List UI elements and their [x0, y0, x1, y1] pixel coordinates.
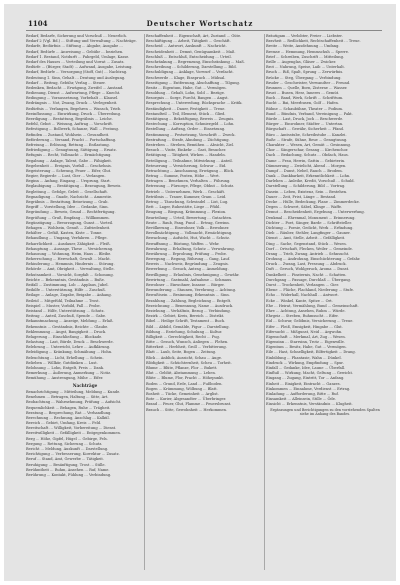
- dictionary-entry: Bewerbung ... Gesuch, Antrag ... Anmeldung.: [146, 267, 229, 272]
- dictionary-entry: Besuch ... Visite, Einkehr ... Gast, Besucher.: [146, 148, 227, 153]
- dictionary-entry: Behörde ... Amt, Obrigkeit ... Verwaltung, Stelle.: [26, 267, 115, 272]
- dictionary-entry: Belehrung ... Unterricht, Lehre ... Aufklärung.: [26, 345, 111, 350]
- dictionary-entry: Drohung ... Androhung, Einschüchterung ... Gefahr.: [266, 257, 361, 262]
- dictionary-entry: Blut ... Geblüt, Abstammung ... Leben.: [146, 371, 216, 376]
- page-number: 1104: [28, 19, 48, 28]
- dictionary-entry: Berühmtheit ... Ruhm, Ansehen ... Ruf, Name.: [26, 467, 110, 472]
- dictionary-entry: Beförderung ... Versand, Fracht ... Fortschaffung.: [26, 137, 117, 142]
- dictionary-entry: Bewahrung ... Erhaltung, Schutz ... Verwahrung.: [146, 246, 235, 251]
- dictionary-entry: Ebene ... Fläche, Flachland, Niederung ... Stufe.: [266, 288, 355, 293]
- dictionary-entry: Ding ... Sache, Gegenstand, Stück ... Wesen.: [266, 241, 347, 246]
- dictionary-entry: Buße ... Strafe, Sühne, Reue ... Genugtuung.: [266, 137, 348, 142]
- dictionary-entry: Bedarfe, Bedürfnis ... Stiftung ... Abgabe, Ausgabe ...: [26, 44, 123, 49]
- column-divider: [144, 34, 145, 570]
- dictionary-entry: Begeisterung ... Schwung, Feuer ... Eifer, Glut.: [26, 168, 112, 173]
- dictionary-entry: Beruhigung ... Besänftigung, Trost ... Stille.: [26, 462, 106, 467]
- dictionary-entry: Druck ... Zwang, Last, Pressung ... Abdruck.: [266, 262, 347, 267]
- dictionary-entry: Bewilligung ... Erlaubnis, Genehmigung ... Gewähr.: [146, 272, 240, 277]
- dictionary-entry: Bedingung ... Voraussetzung, Vorbehalt ... Klausel.: [26, 96, 119, 101]
- dictionary-entry: Beherrschung ... Herrschaft, Gewalt ... Macht.: [26, 257, 111, 262]
- section-heading: Nachträge: [72, 382, 98, 388]
- dictionary-entry: Befriedigung ... Genugtuung, Sättigung ... Ersatz.: [26, 148, 117, 153]
- dictionary-entry: Degen ... Schwert, Säbel, Klinge ... Waffe.: [266, 205, 343, 210]
- dictionary-entry: Beseitigung ... Entfernung, Abschaffung ... Tilgung.: [146, 80, 240, 85]
- dictionary-entry: Büro ... Amtsstube, Schreibstube ... Kanzlei.: [266, 132, 347, 137]
- dictionary-entry: Eindruck ... Wirkung, Empfindung ... Spur.: [266, 360, 344, 365]
- dictionary-entry: Bericht ... Meldung, Auskunft ... Darstellung.: [26, 447, 109, 452]
- dictionary-entry: Bergung ... Rettung, Sicherung ... Schutz.: [26, 441, 103, 446]
- dictionary-entry: Einbildung ... Phantasie, Wahn ... Dünkel.: [266, 355, 342, 360]
- dictionary-entry: Bremse ... Hemmung, Hemmschuh ... Sperre.: [266, 49, 350, 54]
- dictionary-entry: Bescheidenheit ... Demut, Genügsamkeit ... Maß.: [146, 49, 236, 54]
- dictionary-entry: Bedarf ... Beitrag, Gebühr, Verlag ... Steuer.: [26, 80, 106, 85]
- dictionary-entry: Beurteilung ... Urteil, Bewertung ... Gutachten.: [146, 215, 233, 220]
- dictionary-entry: Einladung ... Aufforderung, Bitte ... Ruf.: [266, 391, 339, 396]
- dictionary-entry: Beeinflussung ... Einwirkung, Druck ... Überredung.: [26, 111, 122, 116]
- dictionary-entry: Beugung ... Biegung, Krümmung ... Flexion.: [146, 210, 227, 215]
- dictionary-entry: Berg ... Höhe, Gipfel, Hügel ... Gebirge, Fels.: [26, 436, 108, 441]
- dictionary-entry: Beifall ... Zustimmung, Lob ... Applaus, Jubel.: [26, 283, 109, 287]
- dictionary-entry: Beginn ... Anfang, Eingang ... Ursprung, Start.: [26, 179, 111, 184]
- dictionary-entry: Bewegung ... Regung, Rührung ... Gang, Lauf.: [146, 257, 231, 262]
- dictionary-entry: Ehe ... Heirat, Vermählung, Bund ... Gemeinschaft.: [266, 303, 359, 308]
- dictionary-entry: Begleitung ... Gefolge, Geleit ... Gesellschaft.: [26, 189, 109, 194]
- dictionary-entry: Duft ... Geruch, Wohlgeruch, Aroma ... Dunst.: [266, 267, 350, 272]
- dictionary-entry: Bürgschaft ... Gewähr, Sicherheit ... Pfand.: [266, 127, 345, 132]
- dictionary-entry: Ecke ... Winkel, Kante, Spitze ... Ort.: [266, 298, 333, 303]
- dictionary-entry: Breite ... Weite, Ausdehnung ... Umfang.: [266, 44, 340, 49]
- dictionary-entry: Begünstigung ... Bevorzugung, Gunst ... Vorteil.: [26, 220, 114, 225]
- dictionary-entry: Begräbnis ... Bestattung, Beisetzung ... Grab.: [26, 200, 109, 204]
- dictionary-entry: Besoldung ... Gehalt, Lohn, Sold ... Bezüge.: [146, 91, 225, 96]
- dictionary-entry: Beispiel ... Muster, Vorbild, Fall ... Probe.: [26, 303, 101, 308]
- dictionary-entry: Belieben ... Willkür, Gutdünken ... Lust.: [26, 360, 98, 365]
- dictionary-entry: Denkmal ... Ehrenmal, Monument ... Erinnerung.: [266, 215, 356, 220]
- dictionary-entry: Ehre ... Achtung, Ansehen, Ruhm ... Würde.: [266, 308, 346, 313]
- dictionary-entry: Besitz ... Eigentum, Habe, Gut ... Vermögen.: [146, 85, 227, 90]
- dictionary-entry: Billigkeit ... Gerechtigkeit, Recht ... Fug.: [146, 334, 220, 339]
- dictionary-entry: Einfluß ... Wirkung, Macht, Geltung ... Gewicht.: [266, 371, 354, 376]
- document-page: [4, 4, 396, 581]
- dictionary-entry: Beobachtung ... Wahrnehmung, Prüfung ... Aufsicht.: [26, 400, 122, 405]
- dictionary-entry: Begriff ... Vorstellung, Idee ... Gedanke, Sinn.: [26, 205, 109, 210]
- dictionary-entry: Bedarf, Bedarfe, Sicherung und Vorschuß ... Neuerlich.: [26, 34, 127, 38]
- dictionary-entry: Benehmen ... Betragen, Haltung ... Sitte, Art.: [26, 395, 109, 400]
- dictionary-entry: Bedarf, Bedürfe ... Anweisung ... Gebühr ... beziehen.: [26, 49, 124, 54]
- dictionary-entry: Bogen ... Krümmung, Wölbung ... Blatt.: [146, 386, 218, 391]
- dictionary-entry: Besorgnis ... Sorge, Furcht, Bangen ... Angst.: [146, 96, 229, 101]
- dictionary-entry: Dorf ... Ortschaft, Flecken, Weiler ... Gemeinde.: [266, 246, 353, 251]
- dictionary-entry: Befugnis ... Recht, Vollmacht ... Ermächtigung.: [26, 153, 112, 158]
- header-rule: [26, 30, 382, 31]
- dictionary-entry: Bestätigung ... Bekräftigung, Beweis ... Zeugnis.: [146, 117, 235, 121]
- dictionary-entry: Bitte ... Gesuch, Wunsch, Anliegen ... Flehen.: [146, 340, 229, 345]
- dictionary-entry: Beihilfe ... Unterstützung, Hilfe ... Zuschuß.: [26, 288, 106, 293]
- dictionary-entry: Bekanntmachung ... Anzeige, Meldung ... Erlaß.: [26, 319, 114, 324]
- dictionary-entry: Dieb ... Räuber, Stehler, Langfinger ... Gauner.: [266, 231, 351, 236]
- dictionary-entry: Bereitwilligkeit ... Gefälligkeit ... Entgegenkommen.: [26, 431, 121, 436]
- dictionary-entry: Behälter ... Gefäß, Kasten, Kiste ... Tonne.: [26, 231, 103, 236]
- dictionary-entry: Dasein ... Leben, Existenz, Sein ... Bestehen.: [266, 189, 348, 194]
- dictionary-entry: Bequemlichkeit ... Behagen, Ruhe ... Trägheit.: [26, 405, 111, 410]
- dictionary-entry: Brille ... Augenglas, Gläser ... Zwicker.: [266, 59, 337, 64]
- dictionary-entry: Demut ... Bescheidenheit, Ergebung ... Unterwerfung.: [266, 210, 365, 215]
- dictionary-entry: Befestigung ... Bollwerk, Schanze, Wall ... Festung.: [26, 127, 119, 132]
- dictionary-entry: Bruder ... Geschwister, Verwandter ... Freund.: [266, 80, 351, 85]
- dictionary-entry: Behagen ... Wohlsein, Genuß ... Zufriedenheit.: [26, 225, 111, 230]
- dictionary-entry: Bedürfe ... (Bürger, Stadt) ... Aufwand, Ausgabe, Leistung.: [26, 65, 133, 70]
- dictionary-entry: Belastung ... Last, Bürde, Druck ... Beschwerde.: [26, 340, 114, 345]
- dictionary-entry: Berührung ... Kontakt, Fühlung ... Verbindung.: [26, 472, 112, 477]
- dictionary-entry: Echo ... Widerhall, Nachhall ... Antwort.: [266, 293, 339, 298]
- column-1-tail-entries: [26, 390, 144, 478]
- dictionary-entry: Buch ... Band, Werk, Schrift ... Schrifttum.: [266, 96, 344, 101]
- dictionary-entry: Berichtigung ... Verbesserung, Korrektur ... Zusatz.: [26, 452, 120, 457]
- dictionary-entry: Bühne ... Schaubühne, Theater ... Podium.: [266, 106, 344, 111]
- dictionary-entry: Darstellung ... Schilderung, Bild ... Vortrag.: [266, 184, 346, 189]
- dictionary-entry: Bezahlung ... Zahlung, Begleichung ... Entgelt.: [146, 298, 232, 303]
- dictionary-entry: Beteuerung ... Versicherung, Schwur ... Eid.: [146, 163, 227, 168]
- dictionary-entry: Bezeichnung ... Benennung, Name ... Ausdruck.: [146, 303, 234, 308]
- dictionary-entry: Bestreben ... Streben, Bemühen ... Absicht, Ziel.: [146, 142, 235, 147]
- dictionary-entry: Dichter ... Poet, Sänger, Barde ... Schriftsteller.: [266, 220, 352, 225]
- dictionary-entry: Blödigkeit ... Schüchternheit, Scheu ... Torheit.: [146, 360, 232, 365]
- dictionary-entry: Behausung ... Wohnung, Heim, Haus ... Bleibe.: [26, 251, 112, 256]
- dictionary-entry: Befreiung ... Erlösung, Rettung ... Entlastung.: [26, 142, 110, 147]
- dictionary-entry: Beziehung ... Verhältnis, Bezug ... Verbindung.: [146, 308, 231, 313]
- dictionary-entry: Bosheit ... Tücke, Gemeinheit ... Arglist.: [146, 391, 219, 396]
- dictionary-entry: Bedürfnis ... Verlangen, Begehren ... Wunsch, Trieb.: [26, 106, 122, 111]
- dictionary-entry: Belagerung ... Einschließung ... Blockade.: [26, 334, 103, 339]
- dictionary-entry: Beschwerde ... Klage, Einspruch ... Mühsal.: [146, 75, 226, 80]
- dictionary-entry: Brust ... Busen, Herz, Inneres ... Gemüt.: [266, 91, 340, 96]
- dictionary-entry: Eigenschaft ... Merkmal, Art, Zug ... Wesen.: [266, 334, 346, 339]
- dictionary-entry: Beilage ... Anlage, Zugabe, Beigabe ... Anhang.: [26, 293, 112, 298]
- column-3-entries: [266, 34, 384, 407]
- dictionary-entry: Chor ... Sängerschar, Gesang ... Kirchenchor.: [266, 148, 349, 153]
- dictionary-entry: Bürde ... Last, Druck, Joch ... Beschwerde.: [266, 117, 344, 121]
- dictionary-entry: Betätigung ... Tätigkeit, Wirken ... Handeln.: [146, 153, 226, 158]
- dictionary-entry: Betrübnis ... Trauer, Kummer, Gram ... Leid.: [146, 194, 227, 199]
- dictionary-entry: Betragen ... Benehmen, Verhalten ... Führung.: [146, 179, 231, 184]
- dictionary-entry: Beileid ... Mitgefühl, Teilnahme ... Trost.: [26, 298, 100, 303]
- dictionary-entry: Dame ... Frau, Herrin, Gattin ... Gebieterin.: [266, 158, 346, 163]
- dictionary-entry: Bestandteil ... Teil, Element, Stück ... Glied.: [146, 111, 226, 116]
- running-title: Deutscher Wortschatz: [146, 19, 254, 28]
- dictionary-entry: Dauer ... Zeit, Frist, Länge ... Bestand.: [266, 194, 337, 199]
- dictionary-entry: Betrachtung ... Anschauung, Erwägung ... Blick.: [146, 168, 235, 173]
- dictionary-entry: Beute ... Raub, Fang, Fund ... Ertrag, Gewinn.: [146, 220, 230, 225]
- dictionary-entry: Eifer ... Fleiß, Emsigkeit, Hingabe ... Glut.: [266, 324, 343, 329]
- column-divider: [264, 34, 265, 570]
- dictionary-entry: Bewirtung ... Gastmahl, Aufnahme ... Schmaus.: [146, 277, 233, 282]
- dictionary-entry: Betrieb ... Unternehmen, Werk ... Geschäft.: [146, 189, 226, 194]
- column-1-entries: [26, 34, 144, 381]
- dictionary-entry: Bedeutung 1. Sinn, Gehalt ... Deutung und Auslegung.: [26, 75, 126, 80]
- dictionary-entry: Beklemmung ... Angst, Bangigkeit ... Druck.: [26, 329, 107, 334]
- dictionary-entry: Berechnung ... Rechnung, Anschlag ... Kalkül.: [26, 415, 110, 420]
- dictionary-entry: Bemühung ... Anstrengung, Mühe ... Eifer.: [26, 376, 104, 381]
- dictionary-entry: Bereich ... Gebiet, Umfang, Kreis ... Feld.: [26, 421, 102, 426]
- dictionary-entry: Bedarf 1. Bestand, Notdurft ... Fahrgeld, Umlage, Kasse.: [26, 54, 130, 59]
- dictionary-entry: Brot ... Nahrung, Speise, Laib ... Unterhalt.: [266, 65, 346, 70]
- dictionary-entry: Boden ... Grund, Erde, Land ... Fußboden.: [146, 381, 223, 386]
- dictionary-entry: Betrug ... Täuschung, Schwindel ... List, Lug.: [146, 200, 229, 204]
- dictionary-entry: Blüte ... Blume, Flor, Pracht ... Höhepunkt.: [146, 376, 224, 381]
- dictionary-entry: Bedrängnis ... Not, Zwang, Druck ... Verlegenheit.: [26, 101, 118, 106]
- dictionary-entry: Begier, Begierde ... Lust, Gier ... Verlangen.: [26, 174, 106, 179]
- dictionary-entry: Bewohner ... Einwohner, Insasse ... Bürger.: [146, 283, 225, 287]
- dictionary-entry: Betrag ... Summe, Posten, Höhe ... Wert.: [146, 174, 220, 179]
- dictionary-entry: Bedenken, Bedacht ... Erwägung, Zweifel ... Anstand.: [26, 85, 124, 90]
- dictionary-entry: Eigensinn ... Starrsinn, Trotz ... Eigenwille.: [266, 340, 345, 345]
- dictionary-entry: Beschuldigung ... Anklage, Vorwurf ... Verdacht.: [146, 70, 234, 75]
- text-column-3: [266, 34, 384, 574]
- dictionary-entry: Bitterkeit ... Herbheit, Groll ... Verbitterung.: [146, 345, 227, 350]
- dictionary-entry: Bescheid ... Antwort, Auskunft ... Nachricht.: [146, 44, 227, 49]
- dictionary-entry: Einfall ... Gedanke, Idee, Laune ... Überfall.: [266, 366, 346, 370]
- dictionary-entry: Begabung ... Anlage, Talent, Gabe ... Fähigkeit.: [26, 158, 112, 163]
- dictionary-entry: Bestimmung ... Festsetzung, Vorschrift ... Zweck.: [146, 132, 236, 137]
- dictionary-entry: Bravheit ... Redlichkeit, Rechtschaffenheit ... Treue.: [266, 39, 361, 44]
- dictionary-entry: Bruch ... Riß, Spalt, Sprung ... Zerwürfnis.: [266, 70, 344, 75]
- dictionary-entry: Bett ... Lager, Ruhestätte, Liege ... Pfühl.: [146, 205, 221, 210]
- dictionary-entry: Eifersucht ... Mißgunst, Neid ... Argwohn.: [266, 329, 343, 334]
- dictionary-entry: Beitrag ... Anteil, Zuschuß, Spende ... Gabe.: [26, 314, 107, 319]
- dictionary-entry: Beweis ... Nachweis, Begründung ... Zeugnis.: [146, 262, 229, 267]
- dictionary-entry: Durst ... Trockenheit, Verlangen ... Gier.: [266, 283, 339, 287]
- dictionary-entry: Blatt ... Laub, Seite, Bogen ... Zeitung.: [146, 350, 217, 355]
- dictionary-entry: Bildung ... Erziehung, Schulung ... Kultur.: [146, 329, 223, 334]
- dictionary-entry: Darlehen ... Anleihe, Kredit, Vorschuß ... Schuld.: [266, 179, 355, 184]
- dictionary-entry: Bewunderung ... Staunen, Verehrung ... Achtung.: [146, 288, 237, 293]
- dictionary-entry: Beglaubigung ... Bestätigung ... Bezeugung, Beweis.: [26, 184, 122, 189]
- dictionary-entry: Brand ... Feuer, Glut, Flamme ... Feuersbrunst.: [146, 402, 232, 407]
- dictionary-entry: Einheit ... Einigkeit, Eintracht ... Ganzes.: [266, 381, 341, 386]
- dictionary-entry: Beschluß ... Entschluß, Entscheidung ... Urteil.: [146, 54, 232, 59]
- dictionary-entry: Befehl, Gebot ... Weisung, Auftrag ... Vorschrift.: [26, 122, 113, 127]
- text-column-2: [146, 34, 264, 574]
- dictionary-entry: Begrüßung ... Gruß, Empfang ... Willkommen.: [26, 215, 110, 220]
- dictionary-entry: Bewaffnung ... Rüstung, Waffen ... Wehr.: [146, 241, 220, 246]
- dictionary-entry: Brunnen ... Quelle, Born, Zisterne ... Wasser.: [266, 85, 348, 90]
- dictionary-entry: Dampf ... Dunst, Nebel, Rauch ... Brodem.: [266, 168, 343, 173]
- dictionary-entry: Dienst ... Amt, Stelle, Arbeit ... Gefälligkeit.: [266, 236, 346, 241]
- dictionary-entry: Benachrichtigung ... Mitteilung, Meldung ... Kunde.: [26, 389, 121, 394]
- dictionary-entry: Eigentum ... Besitz, Habe, Gut ... Vermögen.: [266, 345, 347, 350]
- dictionary-entry: Brauch ... Sitte, Gewohnheit ... Herkommen.: [146, 407, 228, 412]
- dictionary-entry: Blume ... Blüte, Pflanze, Flor ... Bukett.: [146, 366, 218, 370]
- dictionary-entry: Bucht ... Bai, Meerbusen, Golf ... Hafen.: [266, 101, 339, 106]
- dictionary-entry: Bote ... Kurier, Abgesandter ... Überbringer.: [146, 397, 227, 402]
- dictionary-entry: Blick ... Anblick, Aussicht, Schau ... Auge.: [146, 355, 223, 360]
- dictionary-entry: Bild ... Abbild, Gemälde, Figur ... Darstellung.: [146, 324, 230, 329]
- dictionary-entry: Beständigkeit ... Dauer, Festigkeit ... Treue.: [146, 106, 226, 111]
- dictionary-entry: Bewährung ... Erprobung, Prüfung ... Probe.: [146, 251, 227, 256]
- dictionary-entry: Bestellung ... Auftrag, Order ... Einsetzung.: [146, 127, 226, 132]
- footer-note: Ergänzungen und Berichtigungen zu den vorstehenden Spalten siehe im Anhang des Bandes.: [270, 407, 380, 417]
- dictionary-entry: Begebenheit ... Ereignis, Vorfall ... Geschehnis.: [26, 163, 112, 168]
- dictionary-entry: Beharrlichkeit ... Ausdauer, Zähigkeit ... Fleiß.: [26, 241, 111, 246]
- dictionary-entry: Charakter ... Wesen, Art, Gemüt ... Gesinnung.: [266, 142, 351, 147]
- dictionary-entry: Bestechung ... Korruption, Schmiergeld ... Lohn.: [146, 122, 235, 127]
- dictionary-entry: Durchgang ... Passage, Durchlaß ... Übergang.: [266, 277, 351, 282]
- dictionary-entry: Bedarf 2 (Vgl. Bd.) ... Stiftung und Verwaltung ... Nachträge.: [26, 39, 137, 44]
- dictionary-entry: Eingang ... Zugang, Eintritt, Tor ... Anfang.: [266, 376, 345, 381]
- dictionary-entry: Beschäftigung ... Arbeit, Tätigkeit ... Geschäft.: [146, 39, 231, 44]
- column-2-entries: [146, 34, 264, 412]
- dictionary-entry: Bibel ... Heilige Schrift, Testament ... Buch.: [146, 319, 226, 324]
- dictionary-entry: Beruf ... Stand, Amt, Gewerbe ... Tätigkeit.: [26, 457, 104, 462]
- dictionary-entry: Bevollmächtigung ... Vollmacht, Ermächtigung.: [146, 231, 233, 236]
- dictionary-entry: Beleuchtung ... Licht, Erhellung ... Schein.: [26, 355, 104, 360]
- dictionary-entry: Behinderung ... Hemmnis, Hindernis ... Störung.: [26, 262, 115, 267]
- dictionary-entry: Beratung ... Besprechung, Rat ... Verhandlung.: [26, 410, 112, 415]
- dictionary-entry: Begnadigung ... Gnade, Nachsicht ... Amnestie.: [26, 194, 113, 199]
- dictionary-entry: Dunkelheit ... Finsternis, Nacht ... Schatten.: [266, 272, 347, 277]
- dictionary-entry: Befinden ... Zustand, Wohlsein ... Gesundheit.: [26, 132, 110, 137]
- dictionary-entry: Behutsamkeit ... Vorsicht, Sorgfalt ... Schonung.: [26, 272, 114, 277]
- dictionary-entry: Beleidigung ... Kränkung, Schmähung ... Hohn.: [26, 350, 113, 355]
- dictionary-entry: Decke ... Hülle, Bedeckung, Plane ... Zimmerdecke.: [266, 200, 360, 204]
- dictionary-entry: Dach ... Bedachung, Schutz ... Obdach, Haus.: [266, 153, 349, 158]
- dictionary-entry: Brücke ... Steg, Übergang ... Verbindung.: [266, 75, 342, 80]
- dictionary-entry: Beerdigung ... Bestattung, Begräbnis ... Leiche.: [26, 117, 113, 121]
- dictionary-entry: Bevölkerung ... Einwohner, Volk ... Bewohner.: [146, 225, 230, 230]
- dictionary-entry: Bemerkung ... Äußerung, Anmerkung ... Notiz.: [26, 371, 112, 376]
- dictionary-entry: Bund ... Bündnis, Verband, Vereinigung ... Pakt.: [266, 111, 353, 116]
- dictionary-entry: Eid ... Schwur, Gelöbnis, Versicherung ... Treue.: [266, 319, 354, 324]
- page-header: [4, 4, 396, 34]
- dictionary-entry: Dank ... Dankbarkeit, Erkenntlichkeit ... Lohn.: [266, 174, 351, 179]
- dictionary-entry: Bereitschaft ... Willigkeit, Vorbereitung ... Dienst.: [26, 426, 117, 431]
- dictionary-entry: Betreuung ... Fürsorge, Pflege, Obhut ... Schutz.: [146, 184, 235, 189]
- dictionary-entry: Dämmerung ... Zwielicht, Abend ... Morgen.: [266, 163, 347, 168]
- dictionary-entry: Bewachung ... Aufsicht, Hut, Wacht ... Schutz.: [146, 236, 231, 241]
- dictionary-entry: Bürger ... Einwohner, Städter ... Untertan.: [266, 122, 344, 127]
- dictionary-entry: Beschreibung ... Schilderung, Darstellung ... Bild.: [146, 65, 237, 70]
- dictionary-entry: Einsicht ... Erkenntnis, Verständnis ... Klugheit.: [266, 402, 353, 407]
- dictionary-entry: Bezirk ... Gebiet, Kreis, Bereich ... Distrikt.: [146, 314, 225, 319]
- dictionary-entry: Beschaffenheit ... Eigenschaft, Art, Zustand ... Güte.: [146, 34, 242, 38]
- dictionary-entry: Eile ... Hast, Schnelligkeit, Eilfertigkeit ... Drang.: [266, 350, 356, 355]
- dictionary-entry: Belohnung ... Lohn, Entgelt, Preis ... Dank.: [26, 366, 105, 370]
- dictionary-entry: Drang ... Trieb, Zwang, Antrieb ... Sehnsucht.: [266, 251, 350, 256]
- dictionary-entry: Bräutigam ... Verlobter, Freier ... Liebster.: [266, 34, 343, 38]
- dictionary-entry: Dichtung ... Poesie, Gedicht, Werk ... Erfindung.: [266, 225, 354, 230]
- dictionary-entry: Einsamkeit ... Alleinsein, Stille ... Öde.: [266, 397, 337, 402]
- text-column-1: [26, 34, 144, 574]
- dictionary-entry: Einkommen ... Einnahme, Verdienst ... Ertrag.: [266, 386, 351, 391]
- dictionary-entry: Bedienung, Dienst ... Aufwartung, Pflege ... Knecht.: [26, 91, 121, 96]
- dictionary-entry: Behandlung ... Umgang, Verfahren ... Pflege.: [26, 236, 108, 241]
- dictionary-entry: Beteiligung ... Teilnahme, Mitwirkung ... Anteil.: [146, 158, 233, 163]
- dictionary-entry: Bekenntnis ... Geständnis, Beichte ... Glaube.: [26, 324, 109, 329]
- dictionary-entry: Beistand ... Hilfe, Unterstützung ... Schutz.: [26, 308, 105, 313]
- dictionary-entry: Behauptung ... Aussage, These ... Versicherung.: [26, 246, 114, 251]
- dictionary-entry: Bedarf des Hauses ... Verteilung und Vorrat ... Zusatz.: [26, 59, 125, 64]
- dictionary-entry: Beichte ... Bekenntnis, Geständnis ... Buße.: [26, 277, 105, 282]
- dictionary-entry: Ehrgeiz ... Streben, Ruhmsucht ... Eifer.: [266, 314, 339, 319]
- dictionary-entry: Besprechung ... Unterredung, Rücksprache ... Kritik.: [146, 101, 243, 106]
- dictionary-entry: Begründung ... Beweis, Grund ... Rechtfertigung.: [26, 210, 116, 215]
- dictionary-entry: Bestrafung ... Strafe, Ahndung ... Züchtigung.: [146, 137, 230, 142]
- dictionary-entry: Brief ... Schreiben, Zuschrift ... Mitteilung.: [266, 54, 345, 59]
- dictionary-entry: Bewußtsein ... Besinnung, Erkenntnis ... Sinn.: [146, 293, 230, 298]
- dictionary-entry: Beschränkung ... Begrenzung, Einschränkung ... Maß.: [146, 59, 245, 64]
- dictionary-entry: Bedarf, Bedürfe ... Versorgung (Stoff, Gut) ... Nachtrag.: [26, 70, 128, 75]
